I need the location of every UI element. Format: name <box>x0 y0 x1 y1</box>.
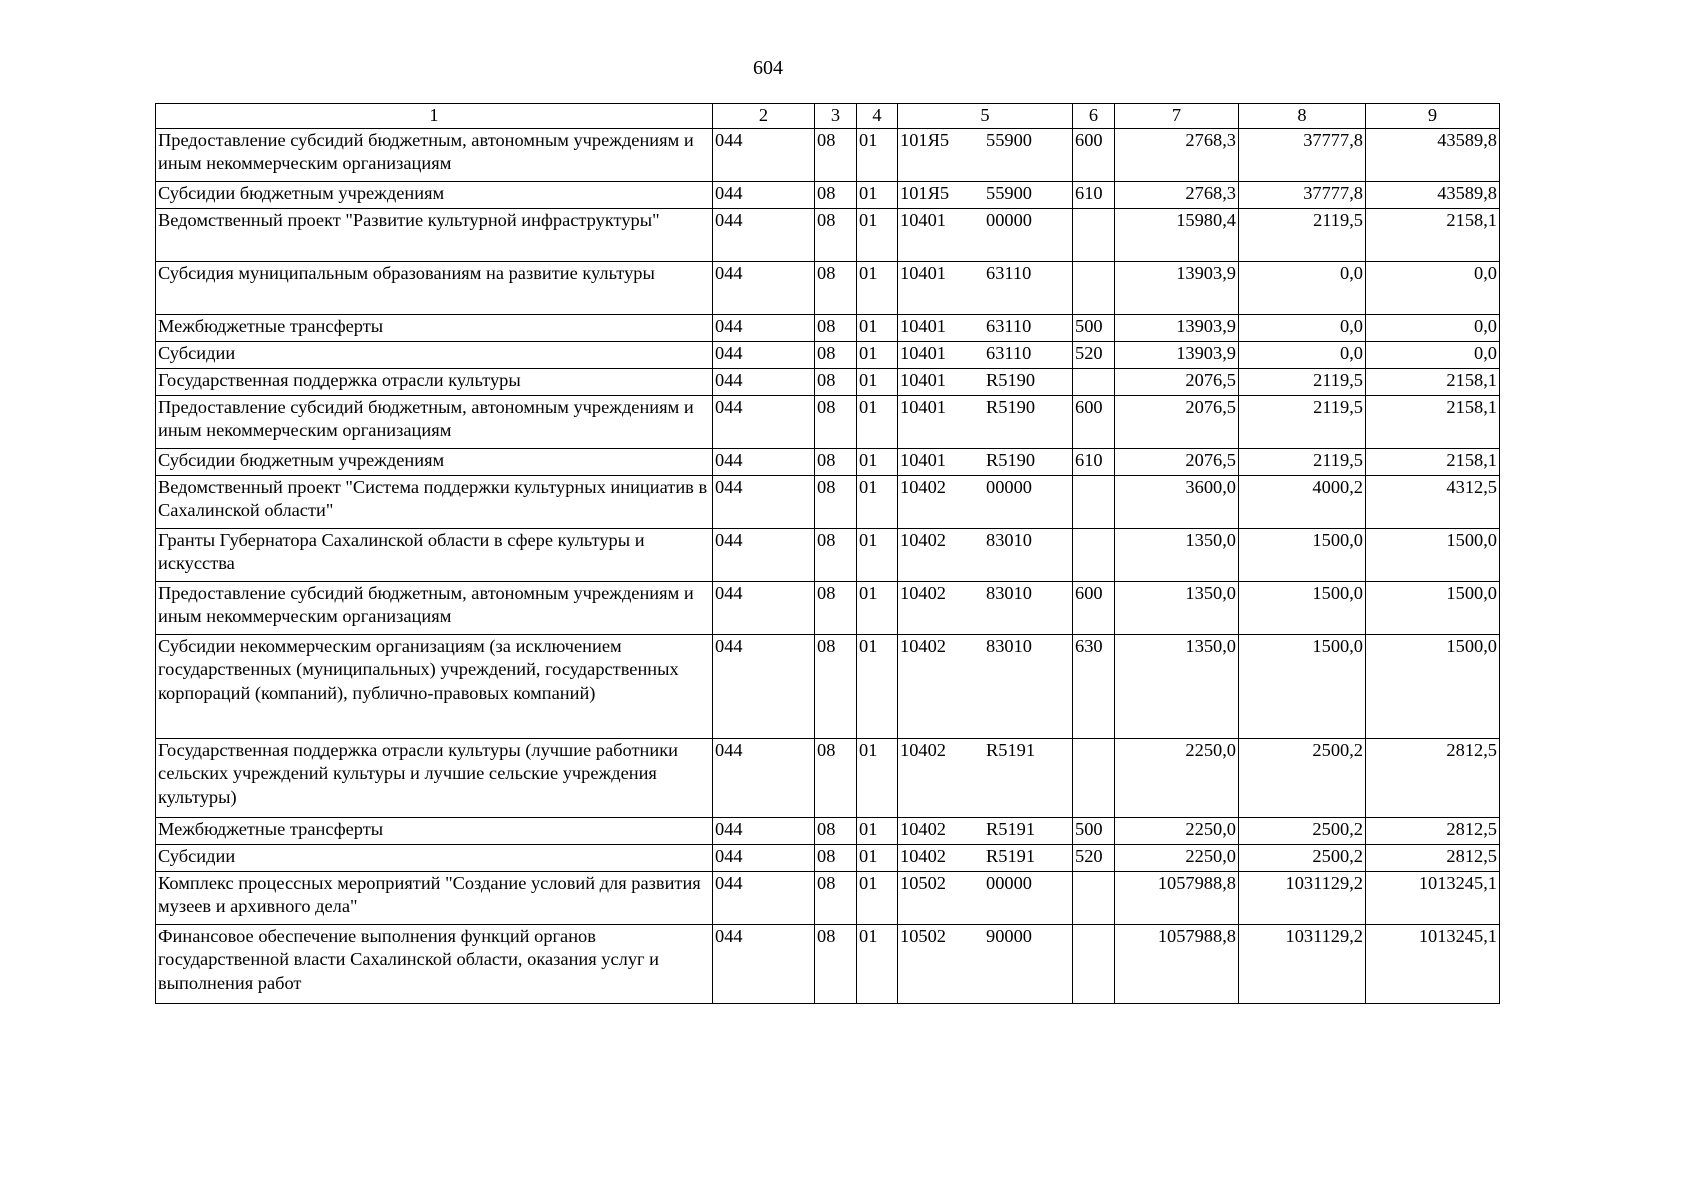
row-code-3-cell: 08 <box>815 368 857 395</box>
row-code-6-cell <box>1073 368 1115 395</box>
row-code-4-cell: 01 <box>857 634 898 738</box>
row-code-2-cell: 044 <box>713 261 815 314</box>
row-value-9-cell: 2158,1 <box>1366 448 1500 475</box>
table-body <box>156 128 1500 1003</box>
table-row <box>156 181 1500 208</box>
row-code-5-part-b: 83010 <box>986 582 1032 603</box>
row-name-cell: Государственная поддержка отрасли культуры (лучшие работники сельских учреждений культуры и лучшие сельские учреждения культуры) <box>156 738 713 817</box>
row-value-8-cell: 37777,8 <box>1239 181 1366 208</box>
row-value-8-cell: 0,0 <box>1239 314 1366 341</box>
row-code-5-part-a: 10402 <box>900 529 946 550</box>
row-code-4-cell: 01 <box>857 208 898 261</box>
row-code-6-cell: 630 <box>1073 634 1115 738</box>
row-code-4-cell: 01 <box>857 341 898 368</box>
row-name-cell: Комплекс процессных мероприятий "Создание условий для развития музеев и архивного дела" <box>156 871 713 924</box>
row-code-4-cell: 01 <box>857 528 898 581</box>
row-value-8-cell: 2119,5 <box>1239 368 1366 395</box>
row-value-9-cell: 43589,8 <box>1366 128 1500 181</box>
table-row <box>156 528 1500 581</box>
header-cell: 1 <box>156 104 713 129</box>
row-code-5-part-a: 10502 <box>900 925 946 946</box>
row-code-5-part-b: 83010 <box>986 635 1032 656</box>
table-header-row <box>156 104 1500 129</box>
header-cell: 6 <box>1073 104 1115 129</box>
table-row <box>156 208 1500 261</box>
row-code-5-part-a: 10401 <box>900 315 946 336</box>
row-code-5-cell <box>898 871 1073 924</box>
row-value-9-cell: 1013245,1 <box>1366 924 1500 1003</box>
row-code-5-part-b: 55900 <box>986 129 1032 150</box>
table-row <box>156 817 1500 844</box>
row-code-5-part-a: 101Я5 <box>900 182 950 203</box>
row-code-5-part-a: 10401 <box>900 262 946 283</box>
row-name-cell: Субсидии <box>156 341 713 368</box>
row-value-9-cell: 0,0 <box>1366 261 1500 314</box>
row-code-2-cell: 044 <box>713 475 815 528</box>
row-value-9-cell: 2812,5 <box>1366 738 1500 817</box>
row-code-5-part-b: R5190 <box>986 449 1036 470</box>
row-code-5-cell <box>898 844 1073 871</box>
row-code-5-part-a: 10401 <box>900 342 946 363</box>
row-code-2-cell: 044 <box>713 448 815 475</box>
row-code-4-cell: 01 <box>857 581 898 634</box>
row-value-7-cell: 15980,4 <box>1115 208 1239 261</box>
row-value-9-cell: 1013245,1 <box>1366 871 1500 924</box>
row-code-6-cell: 520 <box>1073 341 1115 368</box>
row-code-5-cell <box>898 395 1073 448</box>
row-code-3-cell: 08 <box>815 475 857 528</box>
row-name-cell: Предоставление субсидий бюджетным, автономным учреждениям и иным некоммерческим организациям <box>156 128 713 181</box>
row-code-3-cell: 08 <box>815 738 857 817</box>
row-code-4-cell: 01 <box>857 128 898 181</box>
row-value-7-cell: 1057988,8 <box>1115 924 1239 1003</box>
row-value-9-cell: 2158,1 <box>1366 395 1500 448</box>
row-value-8-cell: 37777,8 <box>1239 128 1366 181</box>
row-value-7-cell: 2250,0 <box>1115 844 1239 871</box>
table-row <box>156 924 1500 1003</box>
row-name-cell: Межбюджетные трансферты <box>156 817 713 844</box>
row-code-3-cell: 08 <box>815 924 857 1003</box>
row-code-3-cell: 08 <box>815 181 857 208</box>
row-code-3-cell: 08 <box>815 817 857 844</box>
row-code-6-cell: 610 <box>1073 181 1115 208</box>
row-code-5-part-b: 63110 <box>986 315 1032 336</box>
row-value-8-cell: 2119,5 <box>1239 448 1366 475</box>
row-code-6-cell <box>1073 528 1115 581</box>
row-value-9-cell: 4312,5 <box>1366 475 1500 528</box>
row-code-5-cell <box>898 581 1073 634</box>
row-value-7-cell: 1350,0 <box>1115 634 1239 738</box>
row-code-5-part-b: R5190 <box>986 396 1036 417</box>
row-code-5-part-b: R5191 <box>986 845 1036 866</box>
row-code-5-part-b: 63110 <box>986 262 1032 283</box>
row-code-5-cell <box>898 924 1073 1003</box>
row-value-9-cell: 1500,0 <box>1366 528 1500 581</box>
row-value-8-cell: 2119,5 <box>1239 208 1366 261</box>
header-cell: 7 <box>1115 104 1239 129</box>
row-value-7-cell: 2768,3 <box>1115 128 1239 181</box>
row-code-3-cell: 08 <box>815 208 857 261</box>
row-value-7-cell: 2768,3 <box>1115 181 1239 208</box>
row-name-cell: Субсидии бюджетным учреждениям <box>156 181 713 208</box>
header-cell: 3 <box>815 104 857 129</box>
row-code-3-cell: 08 <box>815 448 857 475</box>
row-code-5-part-b: 83010 <box>986 529 1032 550</box>
row-code-6-cell: 610 <box>1073 448 1115 475</box>
header-cell: 5 <box>898 104 1073 129</box>
row-value-8-cell: 0,0 <box>1239 341 1366 368</box>
row-code-4-cell: 01 <box>857 261 898 314</box>
row-value-7-cell: 1350,0 <box>1115 581 1239 634</box>
table-row <box>156 128 1500 181</box>
row-value-8-cell: 4000,2 <box>1239 475 1366 528</box>
row-name-cell: Государственная поддержка отрасли культуры <box>156 368 713 395</box>
table-row <box>156 738 1500 817</box>
row-code-6-cell <box>1073 924 1115 1003</box>
row-code-6-cell: 600 <box>1073 395 1115 448</box>
row-code-5-cell <box>898 314 1073 341</box>
row-name-cell: Субсидия муниципальным образованиям на развитие культуры <box>156 261 713 314</box>
row-code-2-cell: 044 <box>713 208 815 261</box>
row-code-5-part-a: 10401 <box>900 449 946 470</box>
header-cell: 9 <box>1366 104 1500 129</box>
row-code-5-part-b: R5191 <box>986 739 1036 760</box>
row-value-9-cell: 2812,5 <box>1366 817 1500 844</box>
row-code-6-cell <box>1073 475 1115 528</box>
row-value-8-cell: 2500,2 <box>1239 844 1366 871</box>
row-code-6-cell <box>1073 738 1115 817</box>
table-row <box>156 871 1500 924</box>
row-code-3-cell: 08 <box>815 528 857 581</box>
row-code-5-cell <box>898 738 1073 817</box>
row-value-9-cell: 43589,8 <box>1366 181 1500 208</box>
row-code-5-part-b: 55900 <box>986 182 1032 203</box>
row-code-5-part-b: 90000 <box>986 925 1032 946</box>
row-code-3-cell: 08 <box>815 871 857 924</box>
row-code-2-cell: 044 <box>713 528 815 581</box>
row-code-4-cell: 01 <box>857 395 898 448</box>
row-code-6-cell <box>1073 208 1115 261</box>
row-value-7-cell: 3600,0 <box>1115 475 1239 528</box>
row-value-9-cell: 0,0 <box>1366 314 1500 341</box>
row-code-5-part-a: 101Я5 <box>900 129 950 150</box>
row-code-5-cell <box>898 208 1073 261</box>
row-code-2-cell: 044 <box>713 844 815 871</box>
row-code-4-cell: 01 <box>857 817 898 844</box>
row-name-cell: Субсидии бюджетным учреждениям <box>156 448 713 475</box>
row-name-cell: Предоставление субсидий бюджетным, автономным учреждениям и иным некоммерческим организациям <box>156 581 713 634</box>
row-code-5-cell <box>898 128 1073 181</box>
row-code-3-cell: 08 <box>815 341 857 368</box>
row-value-8-cell: 2500,2 <box>1239 817 1366 844</box>
row-value-7-cell: 2076,5 <box>1115 395 1239 448</box>
page-number: 604 <box>753 57 783 79</box>
header-cell: 4 <box>857 104 898 129</box>
row-name-cell: Гранты Губернатора Сахалинской области в сфере культуры и искусства <box>156 528 713 581</box>
row-code-6-cell: 600 <box>1073 581 1115 634</box>
row-code-2-cell: 044 <box>713 634 815 738</box>
row-code-5-cell <box>898 261 1073 314</box>
row-name-cell: Предоставление субсидий бюджетным, автономным учреждениям и иным некоммерческим организациям <box>156 395 713 448</box>
row-code-6-cell <box>1073 871 1115 924</box>
row-value-8-cell: 0,0 <box>1239 261 1366 314</box>
row-code-4-cell: 01 <box>857 844 898 871</box>
row-code-5-part-a: 10402 <box>900 476 946 497</box>
row-code-4-cell: 01 <box>857 368 898 395</box>
row-code-5-cell <box>898 475 1073 528</box>
row-code-2-cell: 044 <box>713 924 815 1003</box>
row-code-5-part-b: 63110 <box>986 342 1032 363</box>
row-code-5-part-b: R5190 <box>986 369 1036 390</box>
row-code-2-cell: 044 <box>713 368 815 395</box>
row-code-2-cell: 044 <box>713 581 815 634</box>
row-code-5-part-a: 10502 <box>900 872 946 893</box>
row-code-5-cell <box>898 181 1073 208</box>
row-code-3-cell: 08 <box>815 261 857 314</box>
row-code-3-cell: 08 <box>815 128 857 181</box>
row-code-5-part-a: 10402 <box>900 582 946 603</box>
row-value-9-cell: 2158,1 <box>1366 208 1500 261</box>
row-code-4-cell: 01 <box>857 181 898 208</box>
row-code-5-part-a: 10402 <box>900 739 946 760</box>
row-value-9-cell: 2158,1 <box>1366 368 1500 395</box>
header-cell: 8 <box>1239 104 1366 129</box>
row-code-3-cell: 08 <box>815 581 857 634</box>
row-code-5-cell <box>898 341 1073 368</box>
table-row <box>156 475 1500 528</box>
row-name-cell: Ведомственный проект "Развитие культурной инфраструктуры" <box>156 208 713 261</box>
row-code-5-part-a: 10401 <box>900 396 946 417</box>
row-value-9-cell: 1500,0 <box>1366 634 1500 738</box>
header-cell: 2 <box>713 104 815 129</box>
row-code-6-cell: 500 <box>1073 314 1115 341</box>
row-name-cell: Субсидии некоммерческим организациям (за исключением государственных (муниципальных) учреждений, государственных корпораций (компаний), публично-правовых компаний) <box>156 634 713 738</box>
row-code-5-cell <box>898 448 1073 475</box>
row-value-8-cell: 2119,5 <box>1239 395 1366 448</box>
row-value-7-cell: 1057988,8 <box>1115 871 1239 924</box>
row-value-8-cell: 1031129,2 <box>1239 924 1366 1003</box>
row-code-5-part-a: 10401 <box>900 369 946 390</box>
row-code-2-cell: 044 <box>713 817 815 844</box>
row-code-5-part-a: 10401 <box>900 209 946 230</box>
row-code-5-part-a: 10402 <box>900 818 946 839</box>
row-code-5-part-b: R5191 <box>986 818 1036 839</box>
row-code-2-cell: 044 <box>713 128 815 181</box>
row-code-5-part-b: 00000 <box>986 872 1032 893</box>
row-value-8-cell: 1031129,2 <box>1239 871 1366 924</box>
row-code-4-cell: 01 <box>857 448 898 475</box>
row-code-4-cell: 01 <box>857 871 898 924</box>
row-code-2-cell: 044 <box>713 181 815 208</box>
table-row <box>156 581 1500 634</box>
row-code-6-cell: 520 <box>1073 844 1115 871</box>
table-row <box>156 634 1500 738</box>
row-code-6-cell: 500 <box>1073 817 1115 844</box>
row-code-3-cell: 08 <box>815 844 857 871</box>
row-code-2-cell: 044 <box>713 738 815 817</box>
budget-table <box>155 103 1500 1004</box>
row-value-7-cell: 1350,0 <box>1115 528 1239 581</box>
row-code-3-cell: 08 <box>815 395 857 448</box>
row-value-8-cell: 1500,0 <box>1239 528 1366 581</box>
row-code-2-cell: 044 <box>713 871 815 924</box>
row-code-2-cell: 044 <box>713 341 815 368</box>
row-code-5-part-b: 00000 <box>986 209 1032 230</box>
row-value-7-cell: 2250,0 <box>1115 817 1239 844</box>
row-code-6-cell <box>1073 261 1115 314</box>
row-code-2-cell: 044 <box>713 314 815 341</box>
row-code-5-cell <box>898 817 1073 844</box>
table-row <box>156 844 1500 871</box>
row-code-3-cell: 08 <box>815 634 857 738</box>
row-value-7-cell: 13903,9 <box>1115 261 1239 314</box>
row-name-cell: Финансовое обеспечение выполнения функций органов государственной власти Сахалинской области, оказания услуг и выполнения работ <box>156 924 713 1003</box>
row-code-5-cell <box>898 368 1073 395</box>
row-value-9-cell: 1500,0 <box>1366 581 1500 634</box>
row-code-3-cell: 08 <box>815 314 857 341</box>
row-value-7-cell: 2250,0 <box>1115 738 1239 817</box>
row-value-8-cell: 2500,2 <box>1239 738 1366 817</box>
row-value-7-cell: 13903,9 <box>1115 314 1239 341</box>
table-row <box>156 261 1500 314</box>
row-code-4-cell: 01 <box>857 924 898 1003</box>
row-code-5-part-b: 00000 <box>986 476 1032 497</box>
row-code-5-part-a: 10402 <box>900 635 946 656</box>
row-name-cell: Межбюджетные трансферты <box>156 314 713 341</box>
table-row <box>156 395 1500 448</box>
row-value-9-cell: 2812,5 <box>1366 844 1500 871</box>
row-value-7-cell: 13903,9 <box>1115 341 1239 368</box>
table-row <box>156 368 1500 395</box>
row-code-4-cell: 01 <box>857 738 898 817</box>
row-value-9-cell: 0,0 <box>1366 341 1500 368</box>
row-code-5-cell <box>898 528 1073 581</box>
table-row <box>156 341 1500 368</box>
row-value-8-cell: 1500,0 <box>1239 581 1366 634</box>
row-name-cell: Субсидии <box>156 844 713 871</box>
row-code-4-cell: 01 <box>857 314 898 341</box>
row-code-6-cell: 600 <box>1073 128 1115 181</box>
row-value-8-cell: 1500,0 <box>1239 634 1366 738</box>
table-row <box>156 314 1500 341</box>
row-code-4-cell: 01 <box>857 475 898 528</box>
table-row <box>156 448 1500 475</box>
row-code-5-cell <box>898 634 1073 738</box>
row-code-2-cell: 044 <box>713 395 815 448</box>
row-value-7-cell: 2076,5 <box>1115 368 1239 395</box>
row-name-cell: Ведомственный проект "Система поддержки культурных инициатив в Сахалинской области" <box>156 475 713 528</box>
row-code-5-part-a: 10402 <box>900 845 946 866</box>
row-value-7-cell: 2076,5 <box>1115 448 1239 475</box>
